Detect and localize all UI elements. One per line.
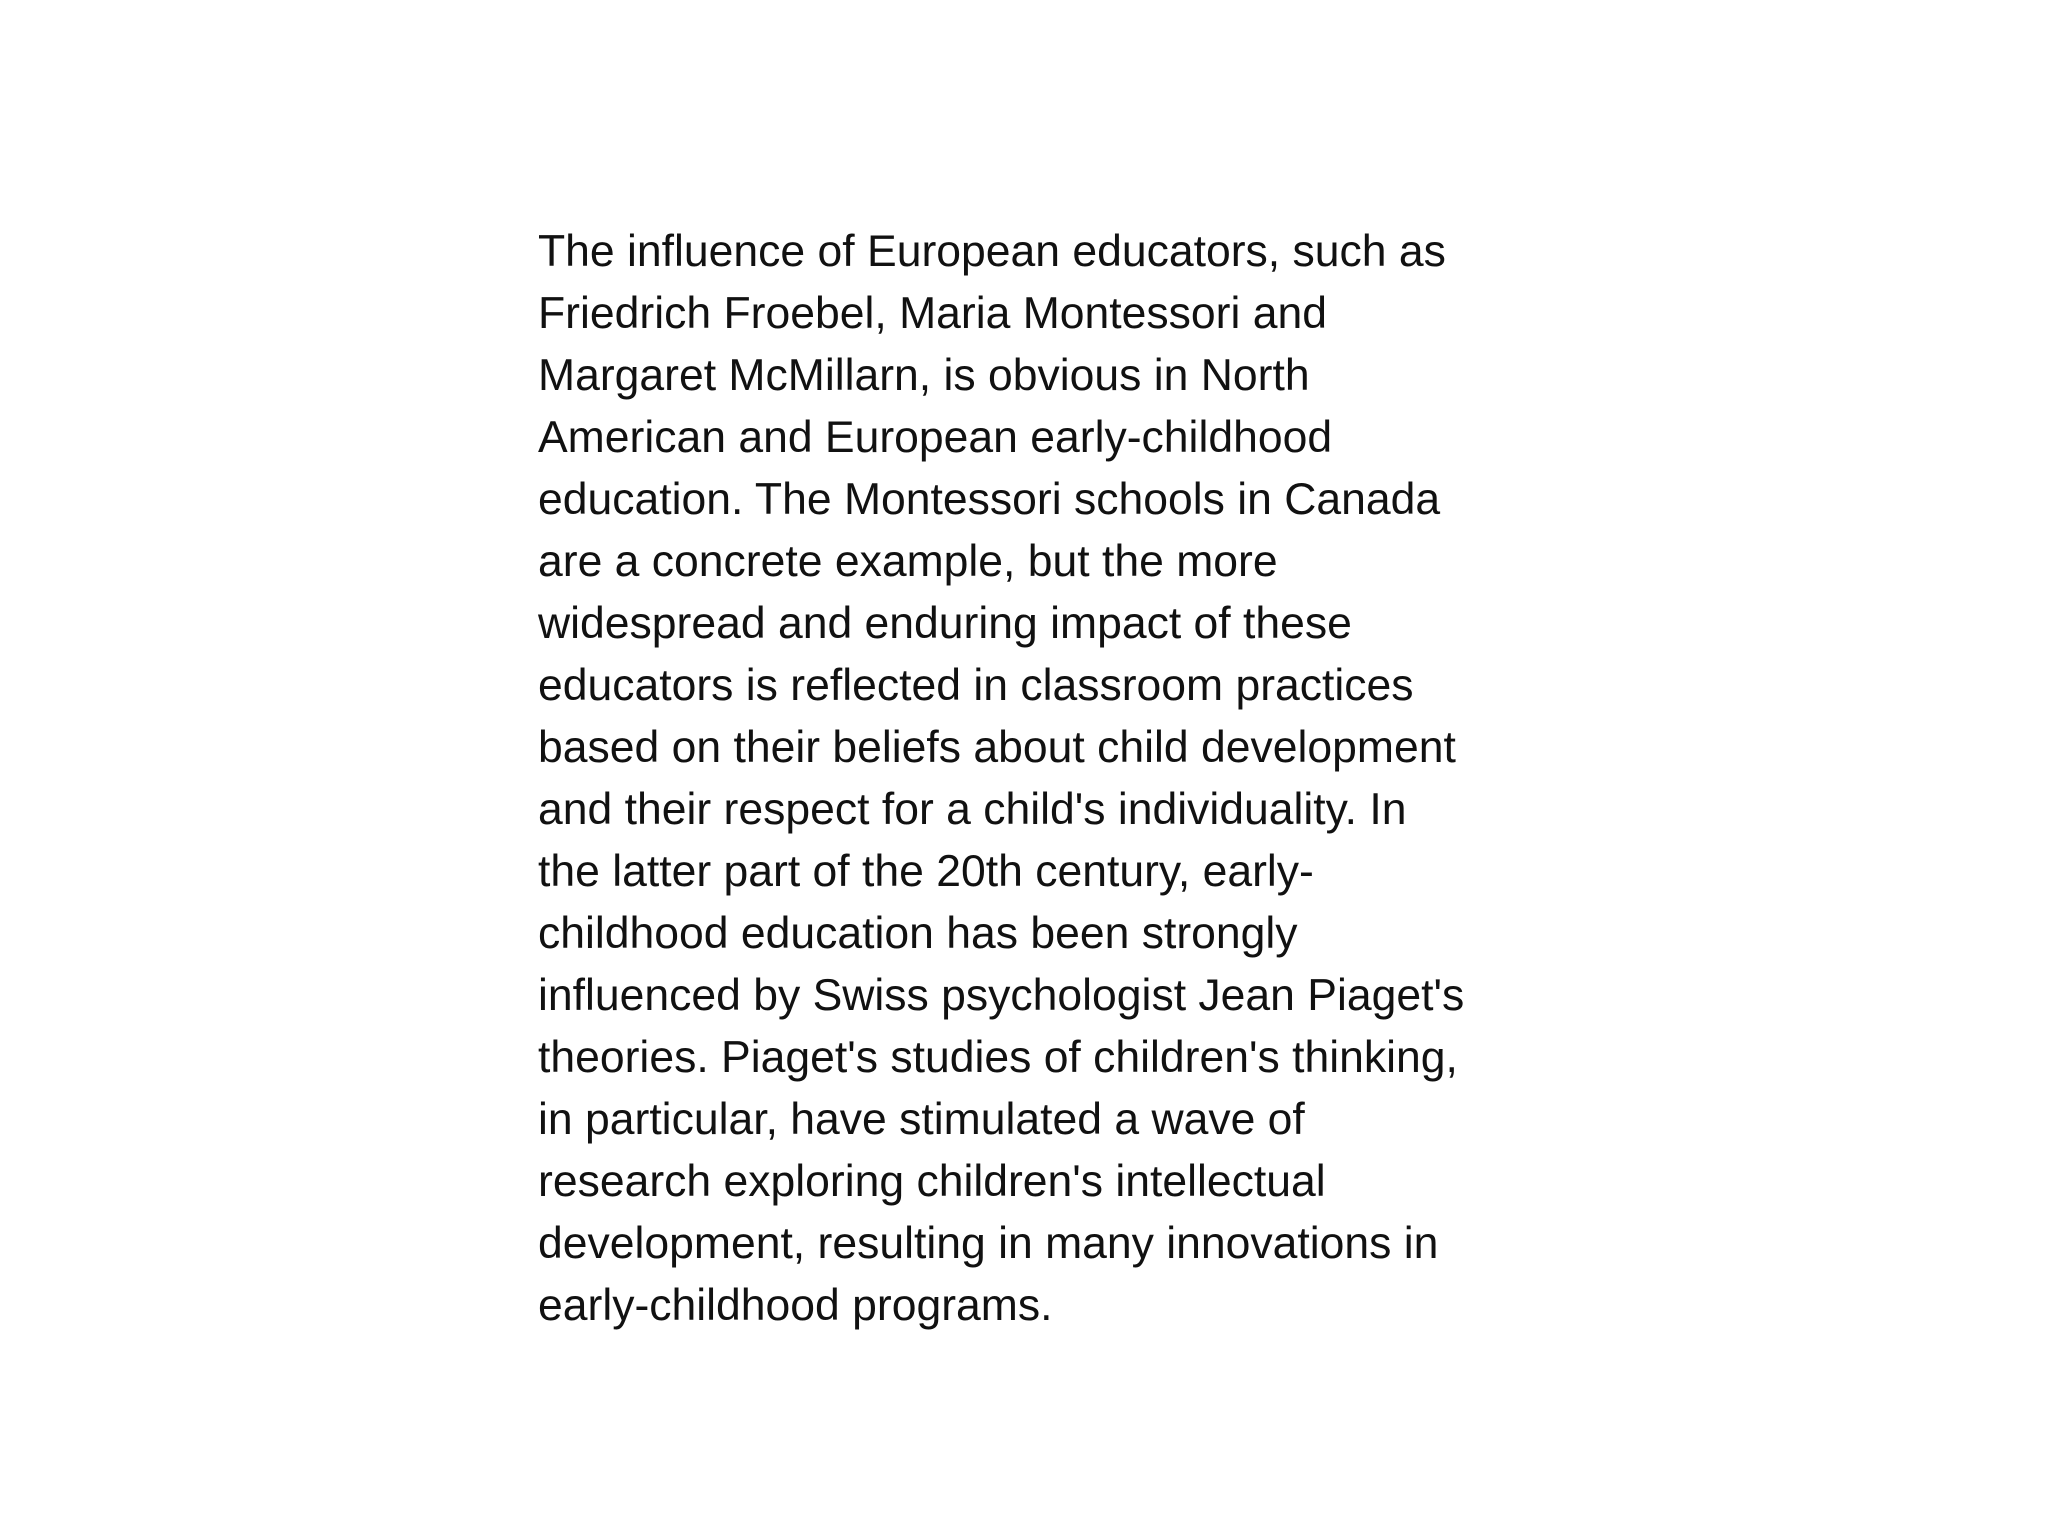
text-line: development, resulting in many innovations in xyxy=(538,1219,1439,1268)
text-line: the latter part of the 20th century, early- xyxy=(538,847,1314,896)
text-line: and their respect for a child's individuality. In xyxy=(538,785,1407,834)
text-line: The influence of European educators, such as xyxy=(538,227,1446,276)
text-line: widespread and enduring impact of these xyxy=(538,599,1352,648)
paragraph xyxy=(538,221,1638,1337)
text-line: American and European early-childhood xyxy=(538,413,1333,462)
text-line: in particular, have stimulated a wave of xyxy=(538,1095,1305,1144)
text-line: theories. Piaget's studies of children's thinking, xyxy=(538,1033,1458,1082)
text-line: Margaret McMillarn, is obvious in North xyxy=(538,351,1310,400)
text-line: influenced by Swiss psychologist Jean Piaget's xyxy=(538,971,1465,1020)
text-line: early-childhood programs. xyxy=(538,1281,1053,1330)
text-line: are a concrete example, but the more xyxy=(538,537,1278,586)
text-line: childhood education has been strongly xyxy=(538,909,1298,958)
text-line: education. The Montessori schools in Canada xyxy=(538,475,1441,524)
text-line: research exploring children's intellectual xyxy=(538,1157,1326,1206)
text-line: Friedrich Froebel, Maria Montessori and xyxy=(538,289,1327,338)
text-line: educators is reflected in classroom practices xyxy=(538,661,1414,710)
text-line: based on their beliefs about child development xyxy=(538,723,1456,772)
